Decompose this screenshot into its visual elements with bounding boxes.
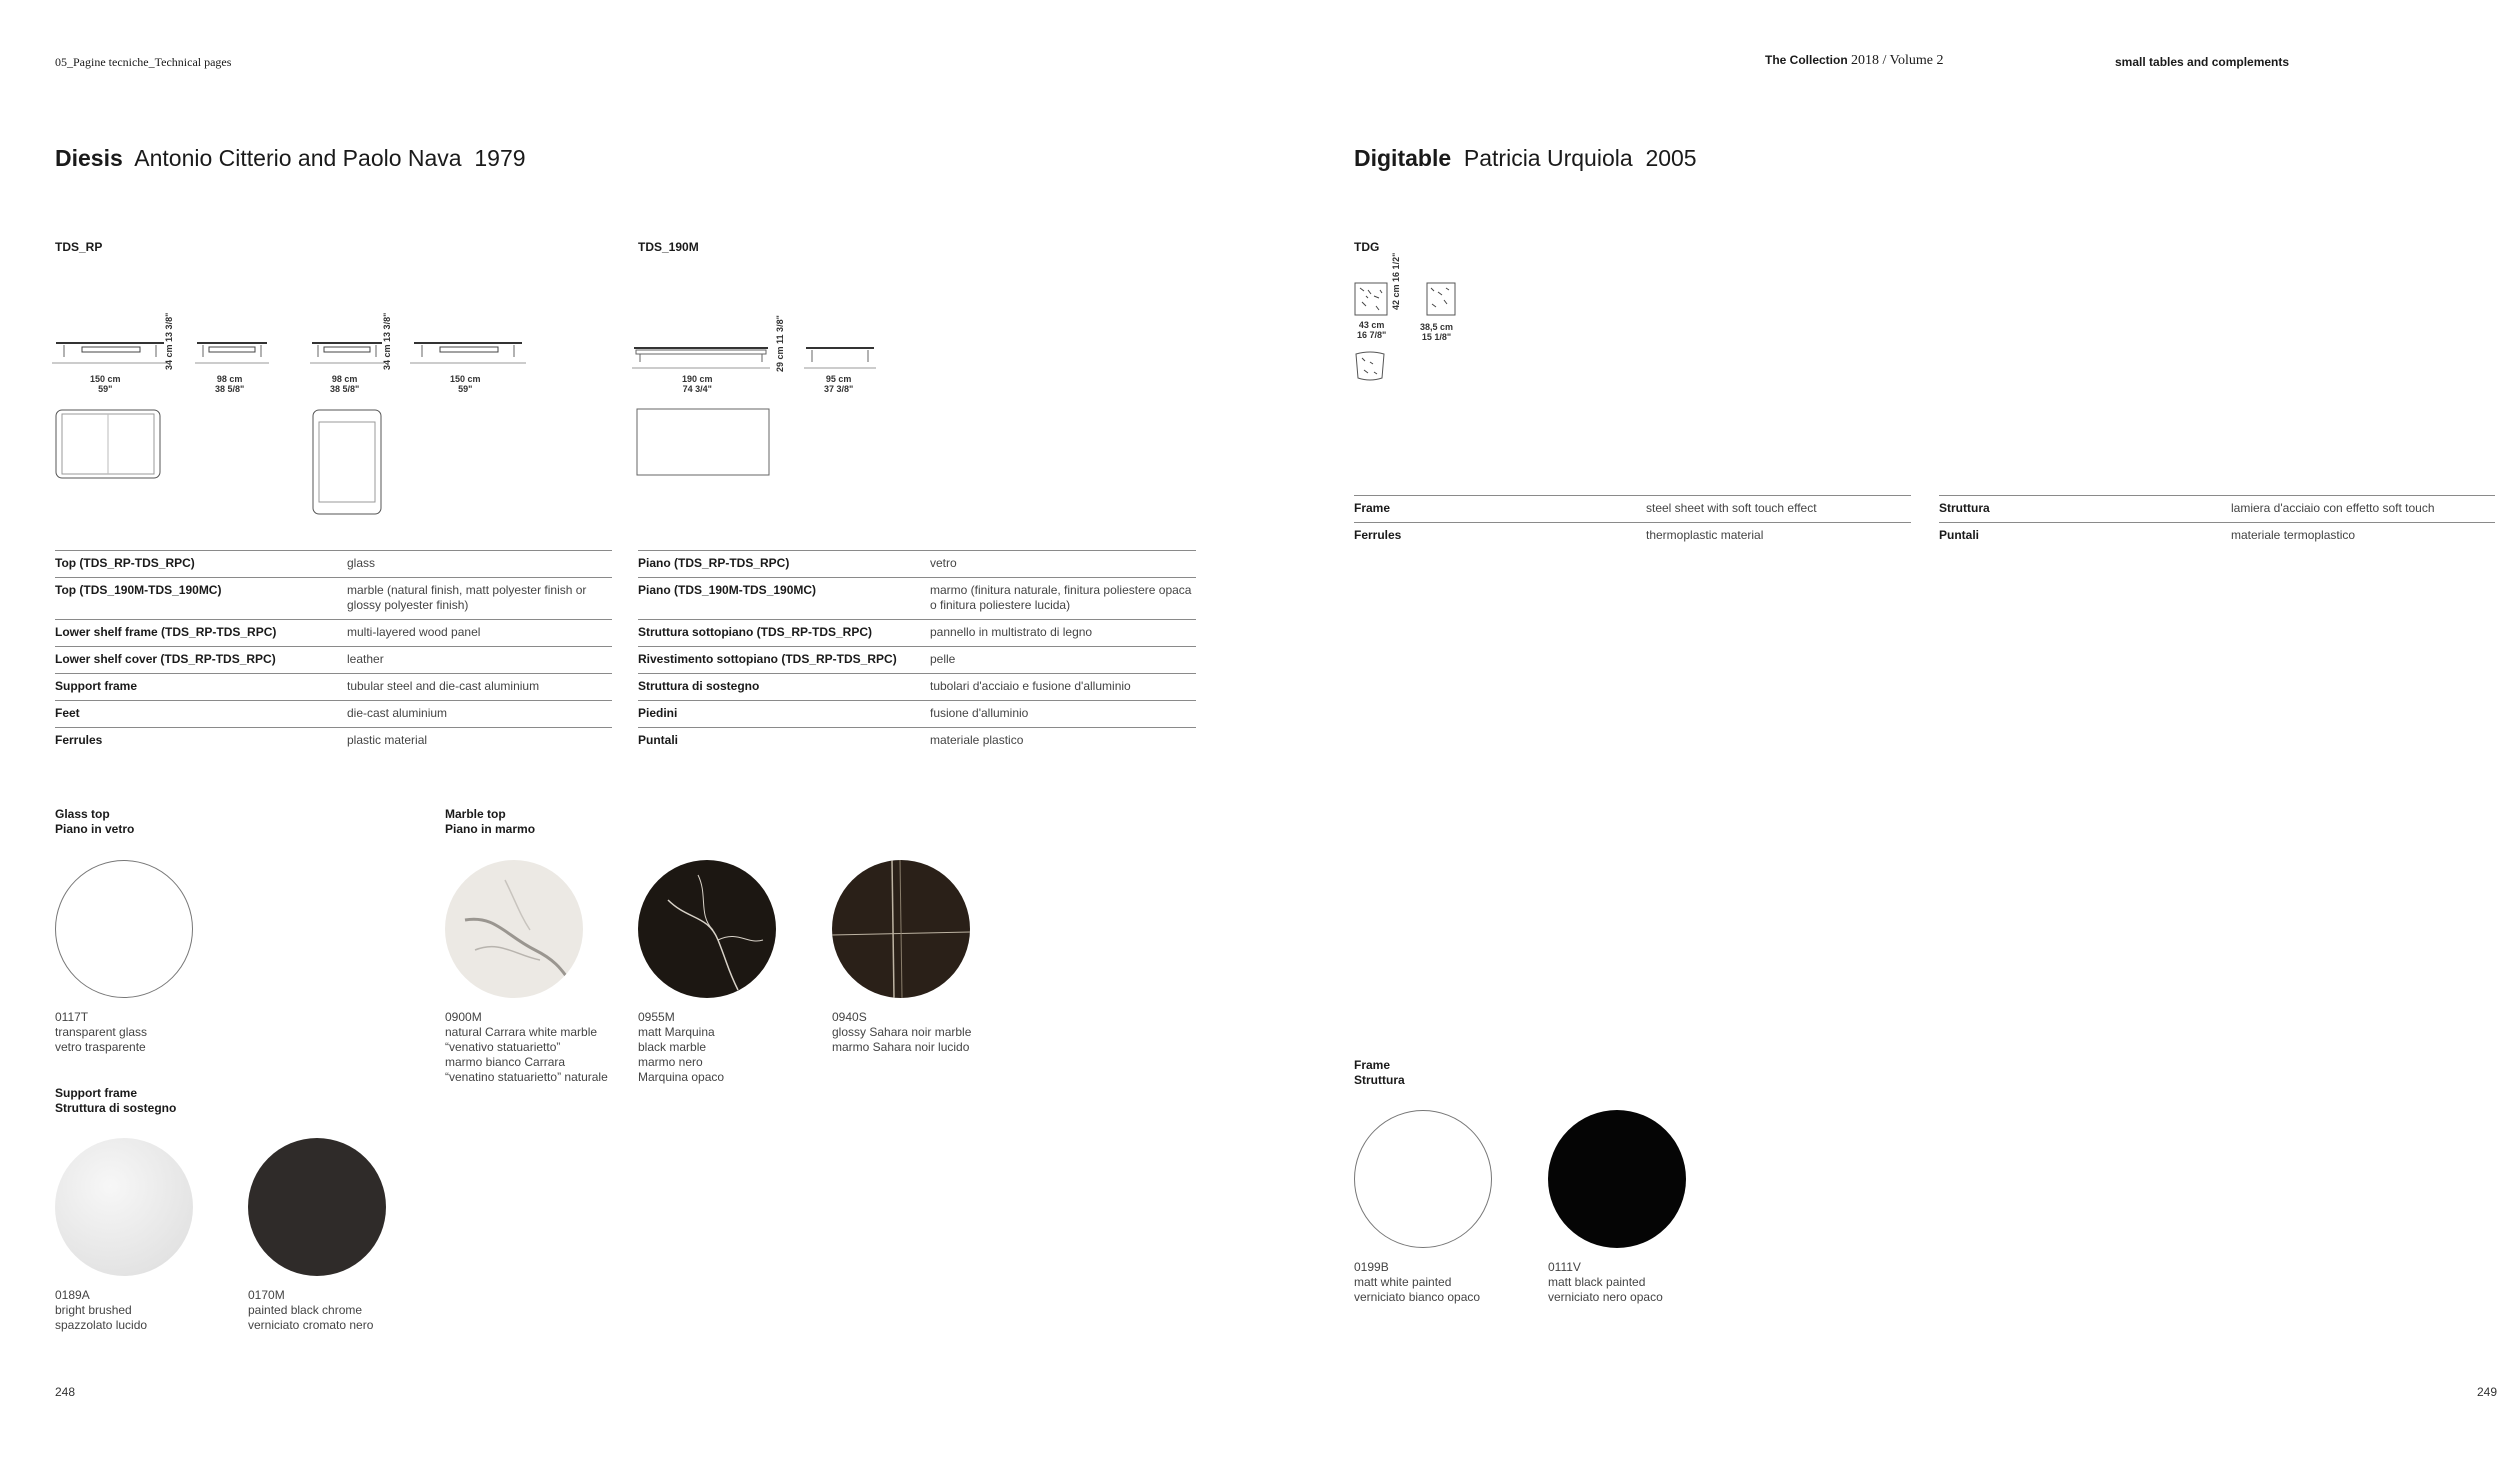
spec-row — [638, 620, 1196, 647]
product-title-diesis — [55, 145, 526, 172]
dimension-width: 190 cm 74 3/4" — [682, 374, 713, 394]
finish-code: 0111V — [1548, 1260, 1581, 1274]
spec-key: Support frame — [55, 674, 347, 701]
product-designer: Patricia Urquiola — [1463, 145, 1633, 171]
spec-value: thermoplastic material — [1646, 523, 1911, 550]
spec-row — [1354, 523, 1911, 550]
finish-line: black marble — [638, 1040, 707, 1054]
table-end-view-drawing — [310, 335, 385, 365]
table-top-view-drawing — [636, 408, 770, 476]
product-title-digitable — [1354, 145, 1697, 172]
finish-line: verniciato bianco opaco — [1354, 1290, 1481, 1304]
finish-line: marmo bianco Carrara — [445, 1055, 566, 1069]
spec-value: plastic material — [347, 728, 612, 755]
dimension-depth: 95 cm 37 3/8" — [824, 374, 854, 394]
category-header — [2115, 55, 2289, 69]
spec-row — [1939, 496, 2495, 523]
spec-key: Ferrules — [55, 728, 347, 755]
spec-row — [638, 701, 1196, 728]
finish-code: 0940S — [832, 1010, 867, 1024]
dimension-depth: 98 cm 38 5/8" — [215, 374, 245, 394]
finish-description — [248, 1288, 373, 1333]
dimension-depth: 98 cm 38 5/8" — [330, 374, 360, 394]
product-designer: Antonio Citterio and Paolo Nava — [134, 145, 462, 171]
spec-row — [1354, 496, 1911, 523]
finish-description — [1548, 1260, 1663, 1305]
spec-value: steel sheet with soft touch effect — [1646, 496, 1911, 523]
finish-description — [832, 1010, 971, 1055]
product-year: 2005 — [1645, 145, 1697, 171]
finish-code: 0117T — [55, 1010, 89, 1024]
finish-description — [55, 1288, 147, 1333]
finish-line: Marquina opaco — [638, 1070, 725, 1084]
spec-key: Struttura — [1939, 496, 2231, 523]
finish-swatch-0199B — [1354, 1110, 1492, 1248]
page-number: 249 — [2477, 1385, 2498, 1399]
section-label: 05_Pagine tecniche_Technical pages — [55, 55, 232, 69]
spec-key: Struttura di sostegno — [638, 674, 930, 701]
table-end-view-drawing — [195, 335, 270, 365]
finish-description — [55, 1010, 147, 1055]
spec-key: Puntali — [638, 728, 930, 755]
spec-value: lamiera d'acciaio con effetto soft touch — [2231, 496, 2495, 523]
category-label: small tables and complements — [2115, 55, 2290, 69]
finish-description — [638, 1010, 724, 1085]
spec-table-italian — [1939, 495, 2495, 549]
finish-line: matt black painted — [1548, 1275, 1646, 1289]
spec-table-italian — [638, 550, 1196, 754]
spec-row — [55, 551, 612, 578]
finish-swatch-0940S — [832, 860, 970, 998]
table-top-view-drawing — [1354, 350, 1386, 382]
spec-value: marble (natural finish, matt polyester finish or glossy polyester finish) — [347, 578, 612, 620]
spec-row — [55, 674, 612, 701]
spec-row — [638, 728, 1196, 755]
finish-line: verniciato nero opaco — [1548, 1290, 1663, 1304]
finish-swatch-0111V — [1548, 1110, 1686, 1248]
spec-row — [55, 620, 612, 647]
finish-code: 0189A — [55, 1288, 90, 1302]
finish-swatch-0170M — [248, 1138, 386, 1276]
table-end-view-drawing — [804, 342, 876, 372]
spec-row — [55, 647, 612, 674]
spec-value: die-cast aluminium — [347, 701, 612, 728]
spec-key: Piano (TDS_RP-TDS_RPC) — [638, 551, 930, 578]
table-side-view-drawing — [1354, 282, 1388, 316]
finish-code: 0170M — [248, 1288, 285, 1302]
finish-description — [1354, 1260, 1480, 1305]
dimension-height: 42 cm 16 1/2" — [1391, 252, 1401, 310]
frame-label: Frame Struttura — [1354, 1058, 1405, 1087]
product-name: Diesis — [55, 145, 123, 171]
spec-value: materiale termoplastico — [2231, 523, 2495, 550]
finish-swatch-0900M — [445, 860, 583, 998]
collection-name: The Collection — [1765, 53, 1848, 67]
spec-key: Top (TDS_190M-TDS_190MC) — [55, 578, 347, 620]
support-frame-label: Support frame Struttura di sostegno — [55, 1086, 177, 1115]
dimension-height: 29 cm 11 3/8" — [775, 315, 785, 372]
table-side-view-drawing — [410, 335, 530, 365]
finish-line: vetro trasparente — [55, 1040, 146, 1054]
spec-row — [1939, 523, 2495, 550]
spec-key: Struttura sottopiano (TDS_RP-TDS_RPC) — [638, 620, 930, 647]
table-side-view-drawing — [52, 335, 172, 365]
spec-key: Piano (TDS_190M-TDS_190MC) — [638, 578, 930, 620]
spec-value: materiale plastico — [930, 728, 1196, 755]
table-side-view-drawing — [632, 342, 772, 372]
spec-value: tubolari d'acciaio e fusione d'alluminio — [930, 674, 1196, 701]
finish-code: 0199B — [1354, 1260, 1389, 1274]
spec-key: Piedini — [638, 701, 930, 728]
spec-key: Lower shelf cover (TDS_RP-TDS_RPC) — [55, 647, 347, 674]
finish-line: matt white painted — [1354, 1275, 1452, 1289]
finish-line: spazzolato lucido — [55, 1318, 148, 1332]
spec-key: Frame — [1354, 496, 1646, 523]
spec-value: tubular steel and die-cast aluminium — [347, 674, 612, 701]
finish-line: marmo nero — [638, 1055, 703, 1069]
finish-code: 0955M — [638, 1010, 675, 1024]
spec-key: Ferrules — [1354, 523, 1646, 550]
spec-key: Top (TDS_RP-TDS_RPC) — [55, 551, 347, 578]
finish-line: verniciato cromato nero — [248, 1318, 374, 1332]
finish-code: 0900M — [445, 1010, 482, 1024]
spec-table-english — [1354, 495, 1911, 549]
spec-row — [55, 578, 612, 620]
finish-line: matt Marquina — [638, 1025, 715, 1039]
section-header — [55, 55, 231, 70]
finish-description — [445, 1010, 608, 1085]
dimension-width: 150 cm 59" — [450, 374, 481, 394]
spec-row — [55, 701, 612, 728]
dimension-width: 150 cm 59" — [90, 374, 121, 394]
spec-key: Puntali — [1939, 523, 2231, 550]
finish-line: bright brushed — [55, 1303, 132, 1317]
spec-value: pelle — [930, 647, 1196, 674]
table-top-view-drawing — [311, 408, 383, 516]
marble-top-label: Marble top Piano in marmo — [445, 807, 536, 836]
model-code: TDS_190M — [638, 240, 699, 254]
model-code: TDG — [1354, 240, 1380, 254]
spec-table-english — [55, 550, 612, 754]
table-end-view-drawing — [1426, 282, 1456, 316]
model-code: TDS_RP — [55, 240, 103, 254]
finish-line: painted black chrome — [248, 1303, 363, 1317]
page-number: 248 — [55, 1385, 76, 1399]
finish-line: glossy Sahara noir marble — [832, 1025, 972, 1039]
finish-swatch-0955M — [638, 860, 776, 998]
product-year: 1979 — [474, 145, 526, 171]
product-name: Digitable — [1354, 145, 1452, 171]
glass-top-label: Glass top Piano in vetro — [55, 807, 135, 836]
collection-header — [1765, 53, 1943, 69]
spec-row — [638, 647, 1196, 674]
finish-line: “venativo statuarietto” — [445, 1040, 561, 1054]
spec-value: multi-layered wood panel — [347, 620, 612, 647]
dimension-width: 43 cm 16 7/8" — [1357, 320, 1387, 340]
spec-value: leather — [347, 647, 612, 674]
spec-row — [55, 728, 612, 755]
spec-value: vetro — [930, 551, 1196, 578]
spec-key: Lower shelf frame (TDS_RP-TDS_RPC) — [55, 620, 347, 647]
spec-value: marmo (finitura naturale, finitura poliestere opaca o finitura poliestere lucida) — [930, 578, 1196, 620]
spec-value: glass — [347, 551, 612, 578]
spec-key: Rivestimento sottopiano (TDS_RP-TDS_RPC) — [638, 647, 930, 674]
table-top-view-drawing — [54, 408, 162, 480]
spec-value: pannello in multistrato di legno — [930, 620, 1196, 647]
finish-line: natural Carrara white marble — [445, 1025, 598, 1039]
dimension-height: 34 cm 13 3/8" — [382, 312, 392, 370]
spec-value: fusione d'alluminio — [930, 701, 1196, 728]
dimension-height: 34 cm 13 3/8" — [164, 312, 174, 370]
finish-line: “venatino statuarietto” naturale — [445, 1070, 608, 1084]
finish-swatch-0189A — [55, 1138, 193, 1276]
spec-row — [638, 578, 1196, 620]
finish-line: marmo Sahara noir lucido — [832, 1040, 970, 1054]
spec-row — [638, 551, 1196, 578]
finish-line: transparent glass — [55, 1025, 148, 1039]
collection-volume: 2018 / Volume 2 — [1851, 53, 1944, 68]
dimension-depth: 38,5 cm 15 1/8" — [1420, 322, 1454, 342]
spec-row — [638, 674, 1196, 701]
spec-key: Feet — [55, 701, 347, 728]
finish-swatch-0117T — [55, 860, 193, 998]
